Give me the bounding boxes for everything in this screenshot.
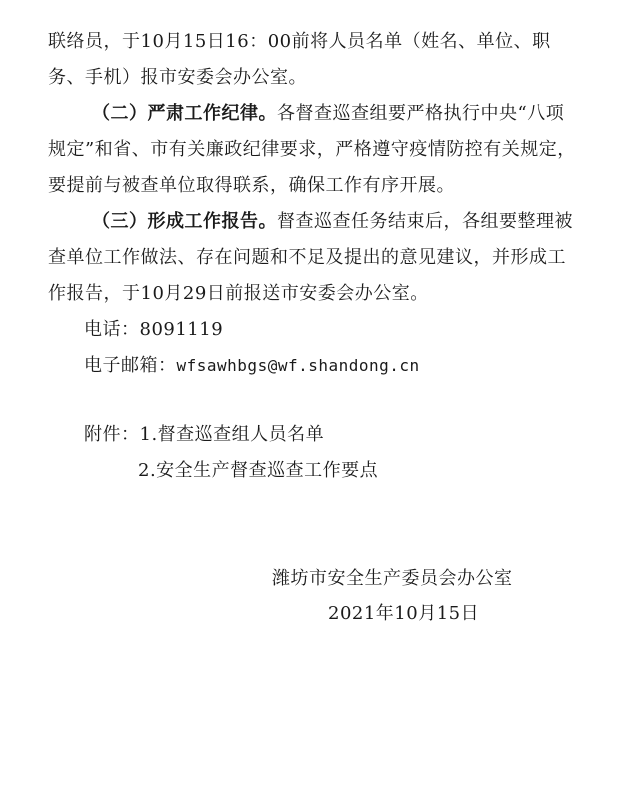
attachments-label: 附件： — [84, 424, 140, 445]
phone-value: 8091119 — [139, 319, 224, 340]
email-label: 电子邮箱： — [84, 355, 177, 376]
para1-line2: 务、手机）报市安委会办公室。 — [48, 67, 307, 88]
section3-line1 — [92, 210, 573, 234]
section2-line1 — [92, 102, 564, 126]
section2-line1-text: 各督查巡查组要严格执行中央“八项 — [277, 103, 565, 124]
section3-line3: 作报告，于10月29日前报送市安委会办公室。 — [48, 283, 429, 304]
section2-line2: 规定”和省、市有关廉政纪律要求，严格遵守疫情防控有关规定， — [48, 139, 576, 160]
attachment-item-1: 1.督查巡查组人员名单 — [139, 424, 325, 445]
signature-org: 潍坊市安全生产委员会办公室 — [272, 568, 513, 589]
attachment-item-2: 2.安全生产督查巡查工作要点 — [138, 460, 379, 481]
contact-phone — [84, 318, 223, 342]
section2-heading: （二）严肃工作纪律。 — [92, 103, 277, 124]
signature-date: 2021年10月15日 — [328, 603, 480, 624]
phone-label: 电话： — [84, 319, 140, 340]
contact-email — [84, 354, 420, 378]
email-value: wfsawhbgs@wf.shandong.cn — [176, 356, 420, 375]
section3-line1-text: 督查巡查任务结束后，各组要整理被 — [277, 211, 573, 232]
section3-heading: （三）形成工作报告。 — [92, 211, 277, 232]
attachments-line1 — [84, 423, 324, 447]
section3-line2: 查单位工作做法、存在问题和不足及提出的意见建议，并形成工 — [48, 247, 566, 268]
section2-line3: 要提前与被查单位取得联系，确保工作有序开展。 — [48, 175, 455, 196]
para1-line1: 联络员，于10月15日16：00前将人员名单（姓名、单位、职 — [48, 31, 551, 52]
